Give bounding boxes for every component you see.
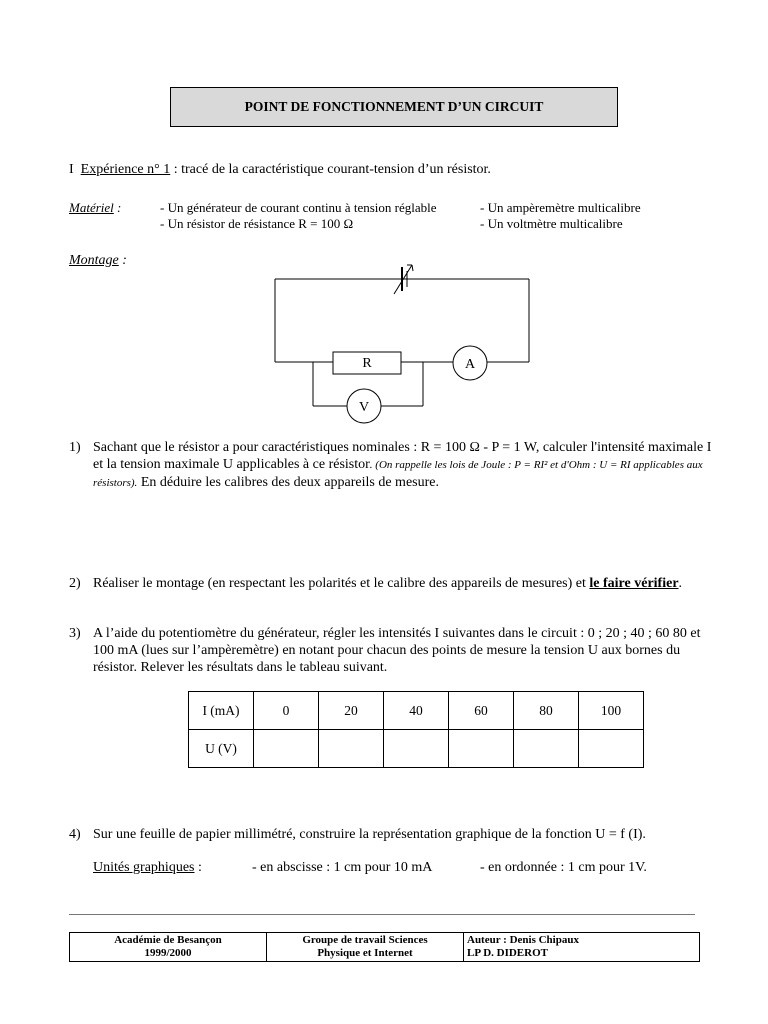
footer-author-name: Auteur : Denis Chipaux [467,934,579,946]
units-label: Unités graphiques [93,860,195,875]
montage-colon: : [118,253,127,268]
question-1-main: Sachant que le résistor a pour caractéristiques nominales : R = 100 Ω - P = 1 W, calculer l'intensité maximale I et la tension maximale U applicables à ce résistor [93,440,712,472]
footer-school: LP D. DIDEROT [467,947,548,959]
table-cell: 40 [384,692,449,730]
units-ordonnee: - en ordonnée : 1 cm pour 1V. [480,860,647,875]
question-3-text: A l’aide du potentiomètre du générateur, régler les intensités I suivantes dans le circuit : 0 ; 20 ; 40 ; 60 80 et 100 mA (lues sur l’ampèremètre) en notant pour chacun des points de mesure la tension U aux bornes du résistor. Relever les résultats dans le tableau suivant. [93,626,701,675]
resistor-label: R [362,356,372,371]
table-row [189,730,644,768]
footer-table [69,932,700,962]
footer-row [70,933,700,962]
page-title-text: POINT DE FONCTIONNEMENT D’UN CIRCUIT [244,99,544,114]
question-2-end: . [678,576,683,591]
footer-group-sub: Physique et Internet [317,947,413,959]
footer-divider [69,914,695,915]
table-cell: 20 [319,692,384,730]
materiel-item: - Un ampèremètre multicalibre [480,200,641,215]
materiel-item: - Un voltmètre multicalibre [480,216,623,231]
materiel-item: - Un résistor de résistance R = 100 Ω [160,216,354,231]
table-cell: 0 [254,692,319,730]
table-cell-empty[interactable] [254,730,319,768]
footer-academy-year: 1999/2000 [144,947,192,959]
ammeter-label: A [464,357,476,372]
question-1-note: . (On rappelle les lois de Joule : P = RI² et d'Ohm : U = RI applicables aux résistors). [93,459,703,489]
question-1-number: 1) [69,440,81,455]
table-cell-empty[interactable] [449,730,514,768]
question-1-text [93,439,723,492]
table-cell-empty[interactable] [579,730,644,768]
footer-group-name: Groupe de travail Sciences [302,934,428,946]
footer-author [464,933,700,962]
question-4-number: 4) [69,827,81,842]
table-cell-empty[interactable] [514,730,579,768]
experience-label: Expérience n° 1 [80,162,171,177]
table-cell-empty[interactable] [384,730,449,768]
montage-label: Montage [69,253,119,268]
units-abscisse: - en abscisse : 1 cm pour 10 mA [252,860,433,875]
measures-table [188,691,644,768]
voltmeter-label: V [358,400,370,415]
experience-text: : tracé de la caractéristique courant-tension d’un résistor. [170,162,491,177]
materiel-label: Matériel [69,200,114,215]
table-cell: 80 [514,692,579,730]
experience-prefix: I [69,162,74,177]
table-cell-header: I (mA) [189,692,254,730]
generator-arrow-head-b [412,265,413,271]
table-cell-header: U (V) [189,730,254,768]
footer-academy [70,933,267,962]
units-colon: : [194,860,202,875]
table-cell-empty[interactable] [319,730,384,768]
question-3-number: 3) [69,626,81,641]
units-heading [93,859,202,876]
materiel-item: - Un générateur de courant continu à tension réglable [160,200,437,215]
table-row [189,692,644,730]
question-2-emphasis: le faire vérifier [589,576,679,591]
materiel-colon: : [113,200,122,215]
footer-academy-name: Académie de Besançon [114,934,222,946]
circuit-diagram [0,0,768,440]
table-cell: 60 [449,692,514,730]
footer-group [267,933,464,962]
question-4-text: Sur une feuille de papier millimétré, construire la représentation graphique de la fonction U = f (I). [93,827,646,842]
question-2-text [93,575,723,592]
question-2-main: Réaliser le montage (en respectant les polarités et le calibre des appareils de mesures) et [93,576,590,591]
question-1-end: En déduire les calibres des deux appareils de mesure. [137,475,439,490]
question-2-number: 2) [69,576,81,591]
table-cell: 100 [579,692,644,730]
